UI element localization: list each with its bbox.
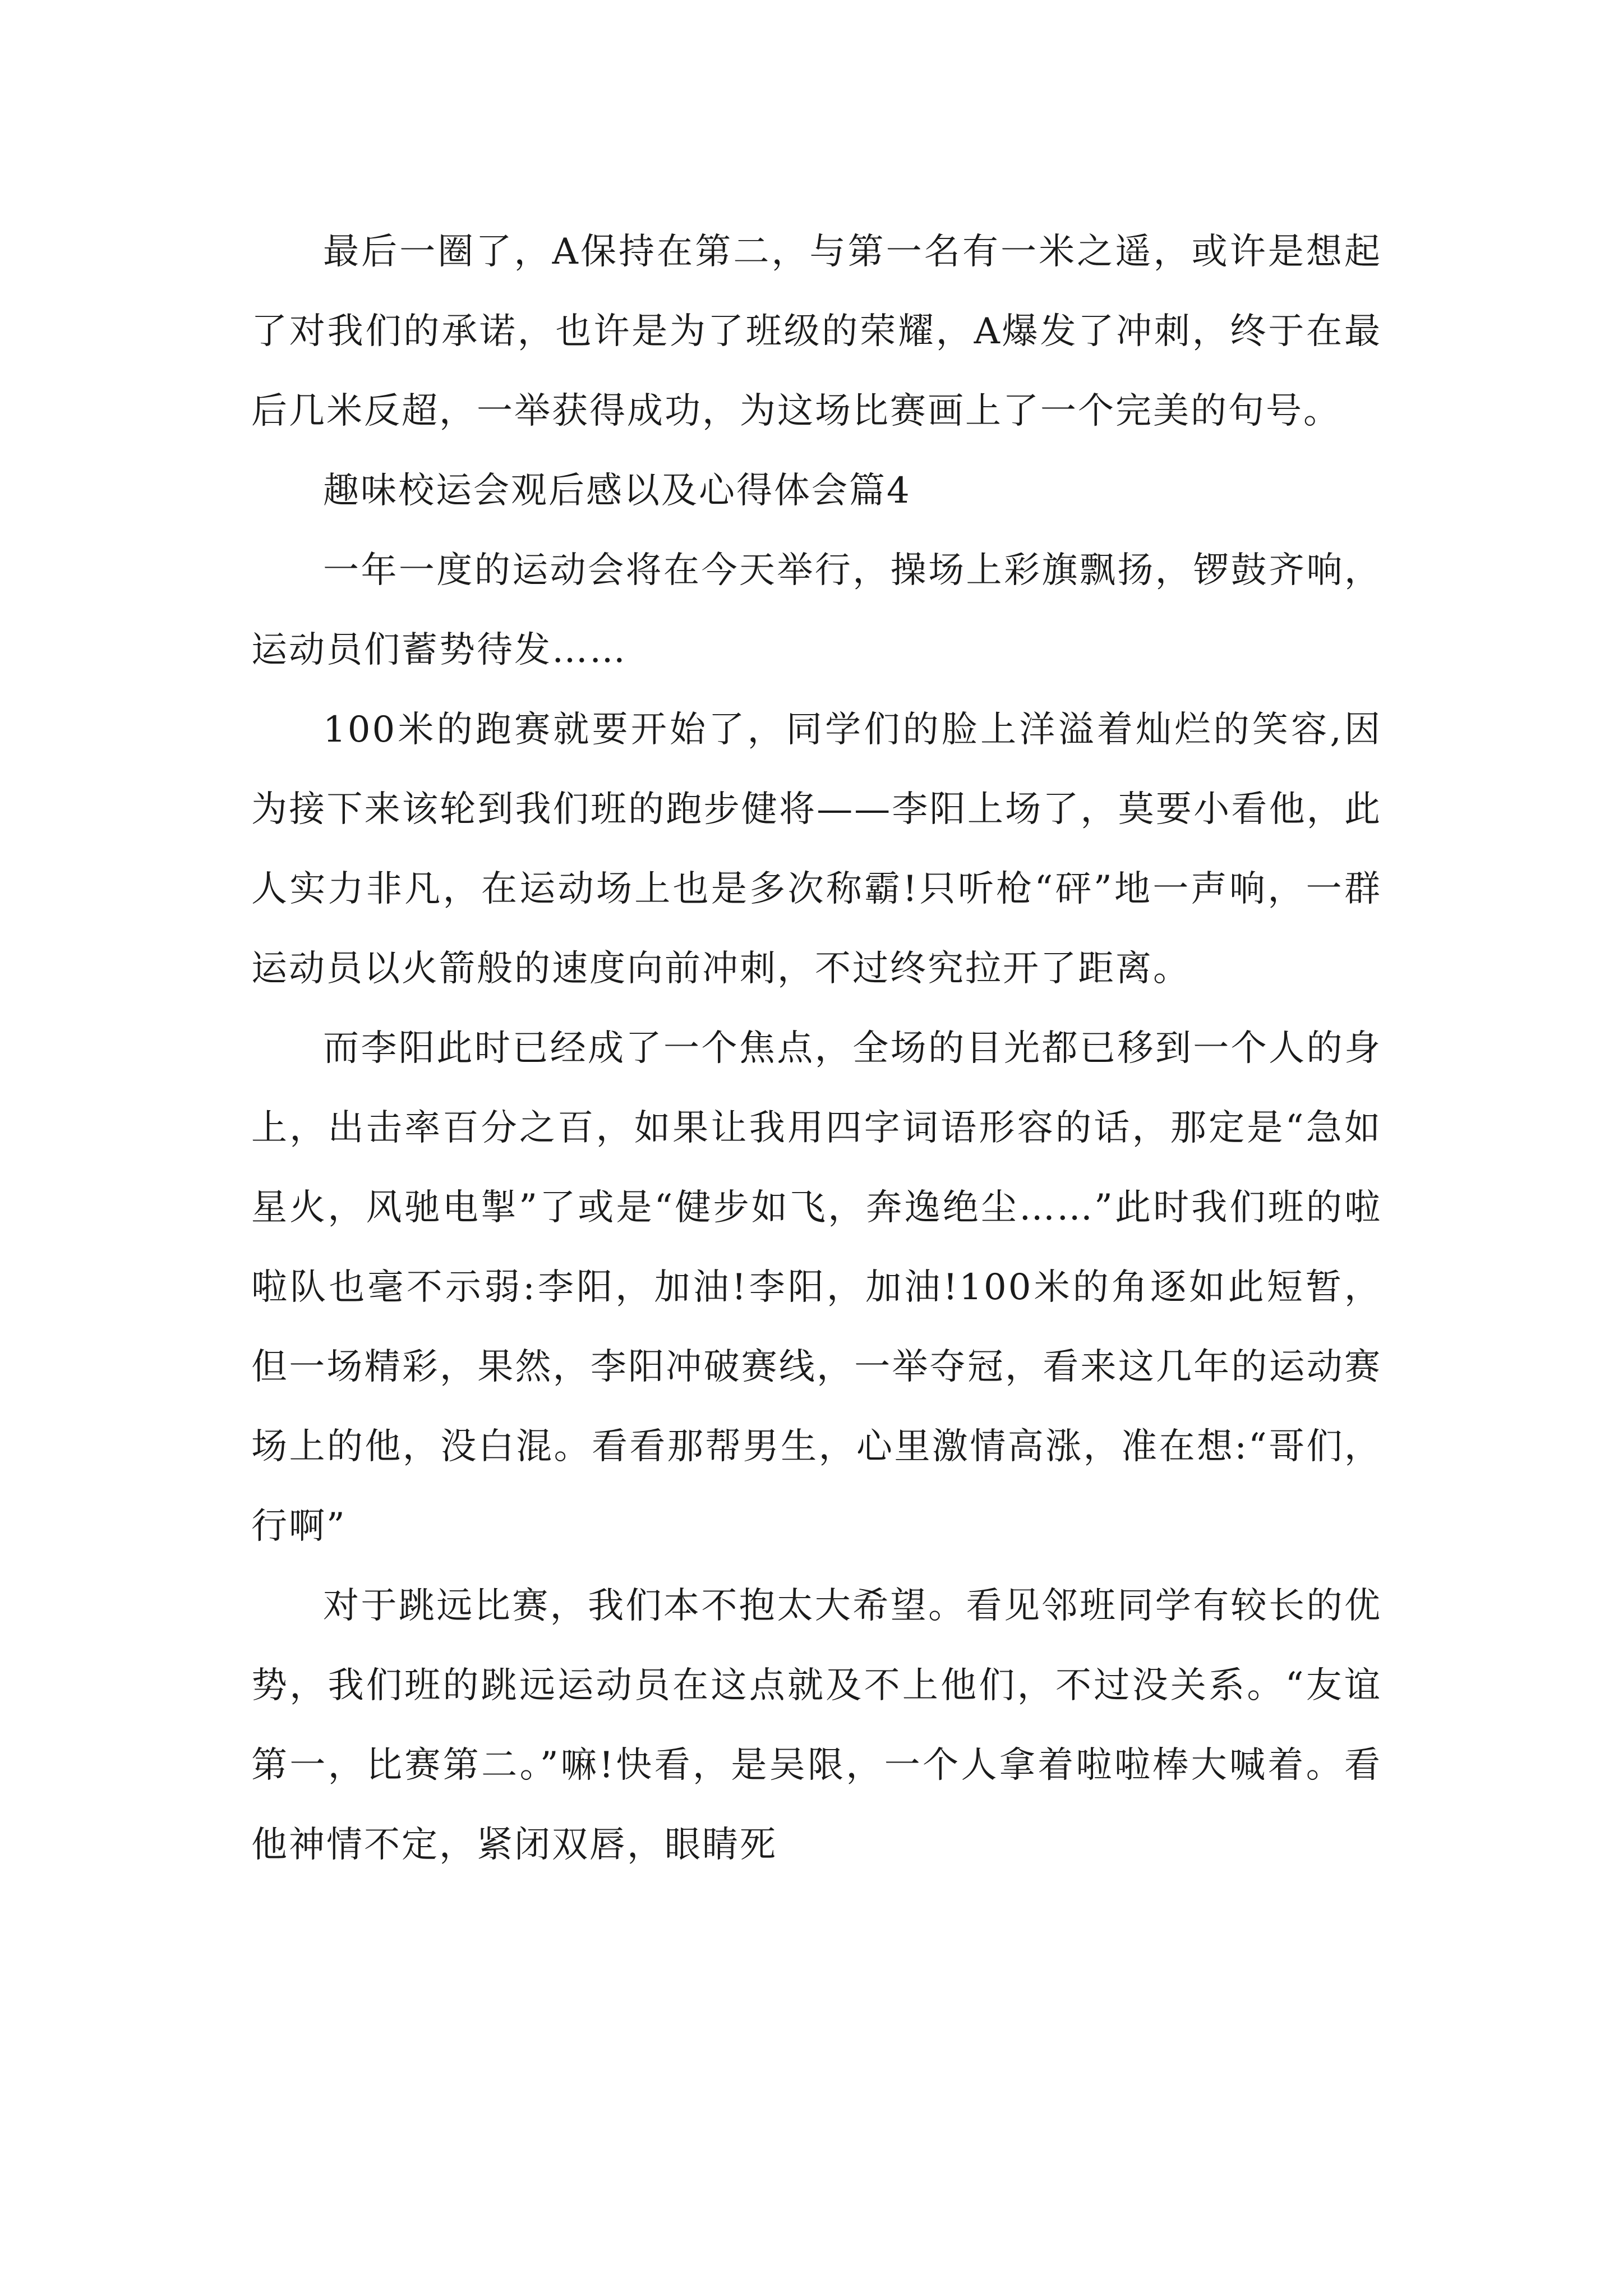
paragraph-long-jump: 对于跳远比赛，我们本不抱太大希望。看见邻班同学有较长的优势，我们班的跳远运动员在这点就及不上他们，不过没关系。“友谊第一，比赛第二。”嘛!快看，是吴限，一个人拿着啦啦棒大喊着。看他神情不定，紧闭双唇，眼睛死	[251, 1585, 1382, 1866]
paragraph-final-lap: 最后一圈了，A保持在第二，与第一名有一米之遥，或许是想起了对我们的承诺，也许是为了班级的荣耀，A爆发了冲刺，终于在最后几米反超，一举获得成功，为这场比赛画上了一个完美的句号。	[251, 231, 1382, 432]
paragraph-liyang-focus: 而李阳此时已经成了一个焦点，全场的目光都已移到一个人的身上，出击率百分之百，如果让我用四字词语形容的话，那定是“急如星火，风驰电掣”了或是“健步如飞，奔逸绝尘……”此时我们班的啦啦队也毫不示弱:李阳，加油!李阳，加油!100米的角逐如此短暂，但一场精彩，果然，李阳冲破赛线，一举夺冠，看来这几年的运动赛场上的他，没白混。看看那帮男生，心里激情高涨，准在想:“哥们，行啊”	[251, 1028, 1382, 1547]
paragraph-sports-meet-intro: 一年一度的运动会将在今天举行，操场上彩旗飘扬，锣鼓齐响，运动员们蓄势待发……	[251, 550, 1382, 671]
section-heading: 趣味校运会观后感以及心得体会篇4	[323, 470, 911, 512]
paragraph-100m-race: 100米的跑赛就要开始了，同学们的脸上洋溢着灿烂的笑容,因为接下来该轮到我们班的跑步健将——李阳上场了，莫要小看他，此人实力非凡，在运动场上也是多次称霸!只听枪“砰”地一声响，一群运动员以火箭般的速度向前冲刺，不过终究拉开了距离。	[251, 709, 1382, 990]
document-body	[251, 212, 1382, 1885]
